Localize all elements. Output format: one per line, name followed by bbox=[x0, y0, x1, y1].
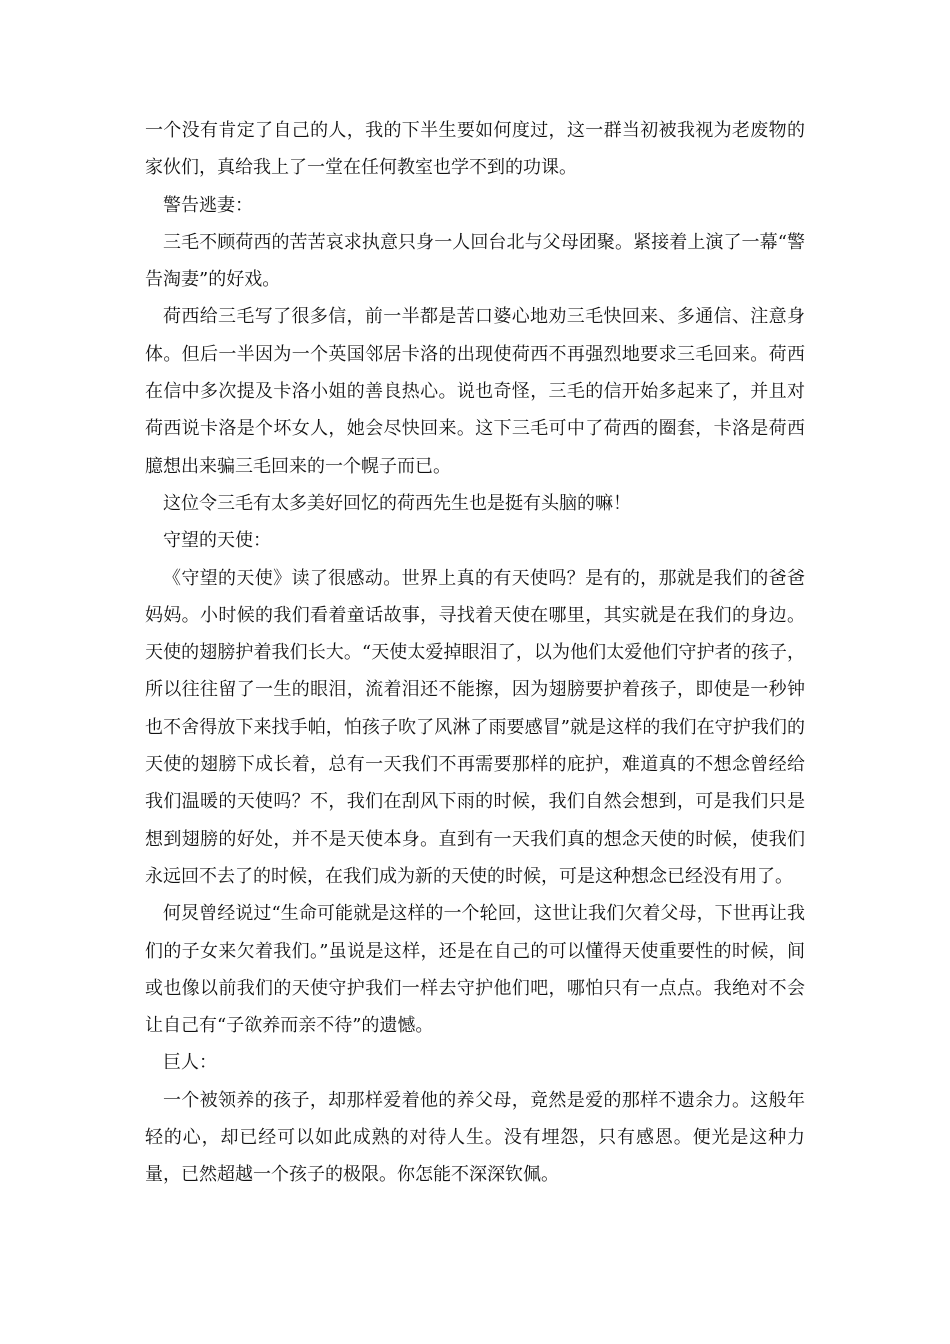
section-heading-escaped-wife: 警告逃妻： bbox=[163, 194, 253, 216]
paragraph: 《守望的天使》读了很感动。世界上真的有天使吗？是有的，那就是我们的爸爸妈妈。小时候的我们看着童话故事，寻找着天使在哪里，其实就是在我们的身边。天使的翅膀护着我们长大。“天使太爱掉眼泪了，以为他们太爱他们守护者的孩子，所以往往留了一生的眼泪，流着泪还不能擦，因为翅膀要护着孩子，即使是一秒钟也不舍得放下来找手帕，怕孩子吹了风淋了雨要感冒”就是这样的我们在守护我们的天使的翅膀下成长着，总有一天我们不再需要那样的庇护，难道真的不想念曾经给我们温暖的天使吗？不，我们在刮风下雨的时候，我们自然会想到，可是我们只是想到翅膀的好处，并不是天使本身。直到有一天我们真的想念天使的时候，使我们永远回不去了的时候，在我们成为新的天使的时候，可是这种想念已经没有用了。 bbox=[145, 567, 805, 887]
paragraph: 荷西给三毛写了很多信，前一半都是苦口婆心地劝三毛快回来、多通信、注意身体。但后一半因为一个英国邻居卡洛的出现使荷西不再强烈地要求三毛回来。荷西在信中多次提及卡洛小姐的善良热心。说也奇怪，三毛的信开始多起来了，并且对荷西说卡洛是个坏女人，她会尽快回来。这下三毛可中了荷西的圈套，卡洛是荷西臆想出来骗三毛回来的一个幌子而已。 bbox=[145, 306, 805, 477]
paragraph: 何炅曾经说过“生命可能就是这样的一个轮回，这世让我们欠着父母，下世再让我们的子女来欠着我们。”虽说是这样，还是在自己的可以懂得天使重要性的时候，间或也像以前我们的天使守护我们一样去守护他们吧，哪怕只有一点点。我绝对不会让自己有“子欲养而亲不待”的遗憾。 bbox=[145, 903, 805, 1037]
paragraph: 三毛不顾荷西的苦苦哀求执意只身一人回台北与父母团聚。紧接着上演了一幕“警告淘妻”的好戏。 bbox=[145, 231, 805, 291]
paragraph: 这位令三毛有太多美好回忆的荷西先生也是挺有头脑的嘛！ bbox=[163, 492, 631, 514]
section-heading-guardian-angel: 守望的天使： bbox=[163, 530, 271, 552]
paragraph-continuation: 一个没有肯定了自己的人，我的下半生要如何度过，这一群当初被我视为老废物的家伙们，真给我上了一堂在任何教室也学不到的功课。 bbox=[145, 120, 805, 179]
paragraph: 一个被领养的孩子，却那样爱着他的养父母，竟然是爱的那样不遗余力。这般年轻的心，却已经可以如此成熟的对待人生。没有埋怨，只有感恩。便光是这种力量，已然超越一个孩子的极限。你怎能不深深钦佩。 bbox=[145, 1089, 805, 1186]
section-heading-giant: 巨人： bbox=[163, 1052, 217, 1074]
document-body bbox=[145, 112, 805, 1194]
